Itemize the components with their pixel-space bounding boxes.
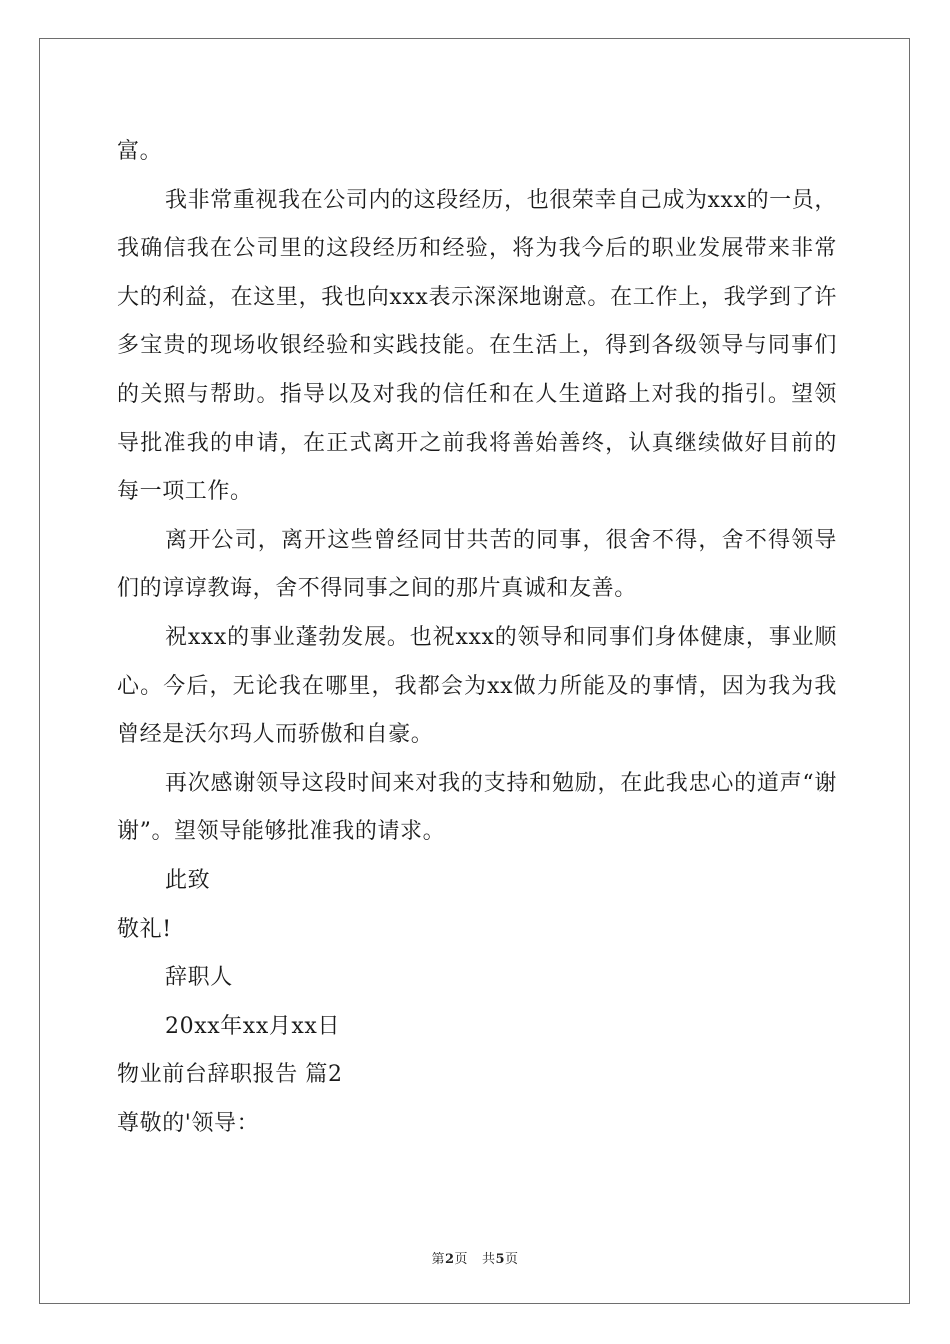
section-heading: 物业前台辞职报告 篇2	[117, 1062, 343, 1088]
current-page-number: 2	[444, 1252, 455, 1267]
paragraph: 离开公司，离开这些曾经同甘共苦的同事，很舍不得，舍不得领导们的谆谆教诲，舍不得同事之间的那片真诚和友善。	[117, 527, 837, 602]
letter-greeting: 尊敬的'领导：	[117, 1110, 260, 1136]
paragraph: 我非常重视我在公司内的这段经历，也很荣幸自己成为xxx的一员，我确信我在公司里的这段经历和经验，将为我今后的职业发展带来非常大的利益，在这里，我也向xxx表示深深地谢意。在工作上，我学到了许多宝贵的现场收银经验和实践技能。在生活上，得到各级领导与同事们的关照与帮助。指导以及对我的信任和在人生道路上对我的指引。望领导批准我的申请，在正式离开之前我将善始善终，认真继续做好目前的每一项工作。	[117, 187, 837, 505]
footer-total-suffix: 页	[505, 1252, 519, 1267]
footer-total-prefix: 共	[481, 1252, 496, 1267]
footer-page-suffix: 页	[454, 1252, 469, 1267]
signature-label: 辞职人	[165, 965, 233, 991]
paragraph: 富。	[117, 139, 163, 164]
closing-regards: 敬礼!	[117, 916, 172, 942]
total-page-count: 5	[495, 1252, 506, 1267]
footer-prefix: 第	[431, 1252, 445, 1267]
paragraph: 祝xxx的事业蓬勃发展。也祝xxx的领导和同事们身体健康，事业顺心。今后，无论我在哪里，我都会为xx做力所能及的事情，因为我为我曾经是沃尔玛人而骄傲和自豪。	[117, 624, 837, 748]
document-body	[117, 128, 837, 1148]
page-footer	[0, 1248, 950, 1267]
closing-salutation: 此致	[165, 867, 211, 893]
paragraph: 再次感谢领导这段时间来对我的支持和勉励，在此我忠心的道声“谢谢”。望领导能够批准我的请求。	[117, 770, 837, 845]
signature-date: 20xx年xx月xx日	[165, 1013, 341, 1039]
